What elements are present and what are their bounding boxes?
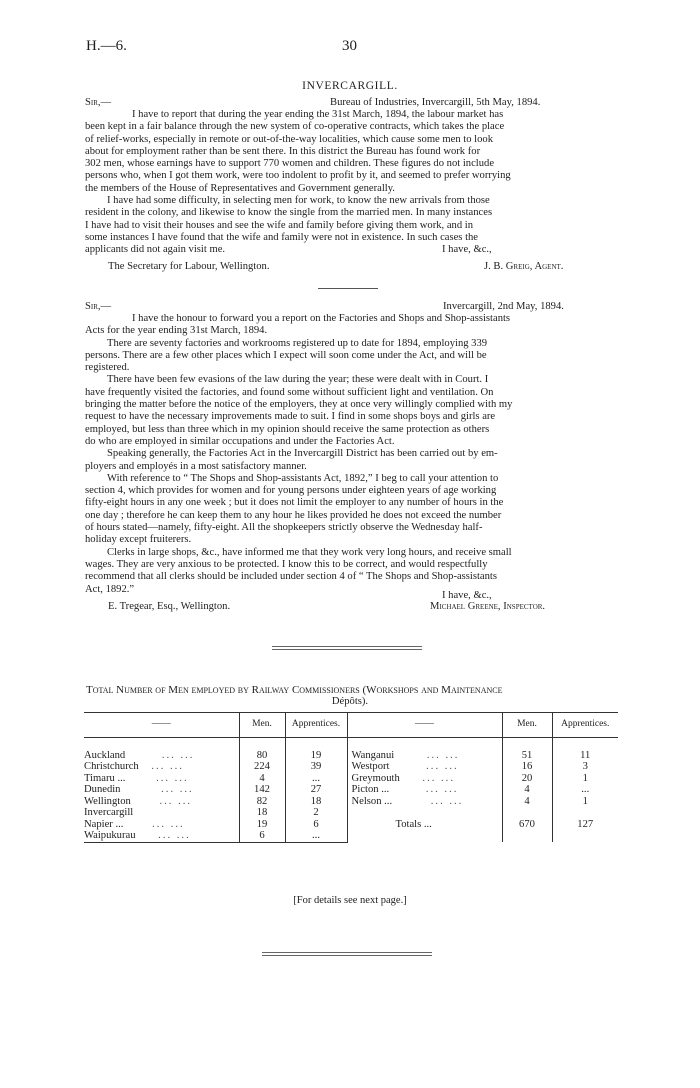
leader-dots: ... ... <box>161 784 194 796</box>
leader-dots: ... ... <box>426 761 459 773</box>
body-line: of hours stated—namely, fifty-eight. All the shopkeepers strictly observe the Wednesday half- <box>85 522 483 534</box>
body-line: some instances I have found that the wife and family were not in existence. In such cases the <box>85 231 479 243</box>
body-line: I have the honour to forward you a report on the Factories and Shops and Shop-assistants <box>132 313 511 324</box>
body-line: persons who, when I got them work, were too indolent to profit by it, and seemed to prefer worrying <box>85 170 511 182</box>
body-line: applicants did not again visit me. <box>85 244 226 256</box>
body-line: recommend that all clerks should be included under section 4 of “ The Shops and Shop-assistants <box>85 571 497 583</box>
body-line: request to have the necessary improvements made to suit. I find in some shops boys and girls are <box>85 411 496 423</box>
place-name: Christchurch <box>84 761 139 773</box>
place-name: Wellington <box>84 795 131 807</box>
men-value: 4 <box>502 784 552 796</box>
apprentices-value: ... <box>552 784 618 796</box>
body-line: I have had to visit their houses and see the wife and family before giving them work, and in <box>85 219 474 231</box>
apprentices-value: 11 <box>552 750 618 762</box>
apprentices-value: 27 <box>285 784 347 796</box>
place-name: Auckland <box>84 749 126 761</box>
apprentices-header: Apprentices. <box>552 713 618 738</box>
men-value: 51 <box>502 750 552 762</box>
men-value: 80 <box>239 750 285 762</box>
leader-dots: ... ... <box>422 772 455 784</box>
place-name: Westport <box>351 761 390 773</box>
men-value: 142 <box>239 784 285 796</box>
table-row <box>84 796 618 808</box>
place-name: Invercargill <box>84 807 134 819</box>
totals-men: 670 <box>502 819 552 831</box>
men-value: 4 <box>502 796 552 808</box>
body-line: fifty-eight hours in any one week ; but it does not limit the employer to any number of hours in the <box>85 497 504 509</box>
body-line: I have had some difficulty, in selecting men for work, to know the new arrivals from those <box>107 195 490 207</box>
apprentices-value: 2 <box>285 807 347 819</box>
place-name: Picton ... <box>351 784 390 796</box>
body-line: Acts for the year ending 31st March, 1894. <box>85 325 268 337</box>
table-header-row <box>84 713 618 738</box>
men-value: 4 <box>239 773 285 785</box>
leader-dots: ... ... <box>159 795 193 807</box>
leader-dots: ... ... <box>161 749 195 761</box>
body-line: do who are employed in similar occupations and under the Factories Act. <box>85 435 395 447</box>
men-value: 19 <box>239 819 285 831</box>
apprentices-value: 18 <box>285 796 347 808</box>
railway-employees-table <box>84 712 618 843</box>
letter1-closing: I have, &c., <box>442 244 492 255</box>
apprentices-value: ... <box>285 773 347 785</box>
body-line: Speaking generally, the Factories Act in the Invercargill District has been carried out by em- <box>107 448 498 460</box>
table-title-cont: Dépôts). <box>331 696 369 707</box>
totals-apprentices: 127 <box>552 819 618 831</box>
body-line: about for employment rather than be sent there. In this district the Bureau has found work for <box>85 145 481 157</box>
letter1-dateline: Bureau of Industries, Invercargill, 5th May, 1894. <box>330 97 541 108</box>
place-heading: INVERCARGILL. <box>302 80 398 92</box>
body-line: been kept in a fair balance through the new system of co-operative contracts, which takes the place <box>85 121 505 133</box>
leader-dots: ... ... <box>425 784 459 796</box>
totals-label: Totals ... <box>395 818 432 830</box>
blank-header: —— <box>347 713 502 738</box>
letter1-body <box>85 109 620 257</box>
report-code: H.—6. <box>86 38 127 54</box>
place-name: Napier ... <box>84 818 124 830</box>
letter2-closing: I have, &c., <box>442 590 492 601</box>
place-name: Greymouth <box>351 772 400 784</box>
men-header: Men. <box>239 713 285 738</box>
apprentices-value: 19 <box>285 750 347 762</box>
table-row <box>84 750 618 762</box>
blank-header: —— <box>84 713 239 738</box>
apprentices-value: 39 <box>285 761 347 773</box>
body-line: There have been few evasions of the law during the year; these were dealt with in Court. I <box>107 374 489 386</box>
leader-dots: ... ... <box>430 795 464 807</box>
double-rule-divider <box>272 646 422 650</box>
men-value: 82 <box>239 796 285 808</box>
body-line: registered. <box>85 362 130 374</box>
letter2-addressee: E. Tregear, Esq., Wellington. <box>108 601 231 612</box>
body-line: resident in the colony, and likewise to know the single from the married men. In many instances <box>85 207 493 219</box>
table-row <box>84 761 618 773</box>
body-line: of relief-works, especially in remote or out-of-the-way localities, which cause some men to look <box>85 133 494 145</box>
apprentices-header: Apprentices. <box>285 713 347 738</box>
letter2-dateline: Invercargill, 2nd May, 1894. <box>443 301 564 312</box>
double-rule-divider <box>262 952 432 956</box>
letter1-signature: J. B. Greig, Agent. <box>484 261 564 272</box>
leader-dots: ... ... <box>158 830 191 842</box>
body-line: 302 men, whose earnings have to support 770 women and children. These figures do not include <box>85 158 495 170</box>
table-row <box>84 784 618 796</box>
body-line: employed, but less than three which in my opinion should receive the same protection as others <box>85 423 490 435</box>
apprentices-value: 3 <box>552 761 618 773</box>
body-line: one day ; therefore he can keep them to any hour he likes provided he does not exceed the number <box>85 509 502 521</box>
body-line: Clerks in large shops, &c., have informed me that they work very long hours, and receive small <box>107 546 512 558</box>
men-value: 224 <box>239 761 285 773</box>
section-divider <box>318 288 378 289</box>
table-row <box>84 830 618 842</box>
body-line: With reference to “ The Shops and Shop-assistants Act, 1892,” I beg to call your attention to <box>107 472 499 484</box>
letter2-salutation: Sir,— <box>85 301 112 312</box>
letter1-addressee: The Secretary for Labour, Wellington. <box>108 261 270 272</box>
body-line: the members of the House of Representatives and Government generally. <box>85 182 395 194</box>
body-line: I have to report that during the year ending the 31st March, 1894, the labour market has <box>132 109 504 120</box>
leader-dots: ... ... <box>152 818 185 830</box>
place-name: Waipukurau <box>84 830 136 842</box>
letter2-signature: Michael Greene, Inspector. <box>430 601 546 612</box>
men-value: 20 <box>502 773 552 785</box>
place-name: Nelson ... <box>351 795 393 807</box>
apprentices-value: 1 <box>552 796 618 808</box>
body-line: persons. There are a few other places which I expect will soon come under the Act, and will be <box>85 349 487 361</box>
leader-dots: ... ... <box>156 772 189 784</box>
body-line: holiday except fruiterers. <box>85 534 192 546</box>
body-line: have frequently visited the factories, and found some without sufficient light and ventilation. On <box>85 386 494 398</box>
apprentices-value: 6 <box>285 819 347 831</box>
place-name: Timaru ... <box>84 772 126 784</box>
body-line: There are seventy factories and workrooms registered up to date for 1894, employing 339 <box>107 337 488 349</box>
apprentices-value: 1 <box>552 773 618 785</box>
letter2-body <box>85 313 620 596</box>
men-value: 6 <box>239 830 285 842</box>
place-name: Wanganui <box>351 749 395 761</box>
apprentices-value: ... <box>285 830 347 842</box>
place-name: Dunedin <box>84 784 121 796</box>
table-title: Total Number of Men employed by Railway Commissioners (Workshops and Maintenance <box>86 684 503 696</box>
body-line: bringing the matter before the notice of the employers, they at once very willingly complied with my <box>85 399 513 411</box>
body-line: ployers and employés in a most satisfactory manner. <box>85 460 307 472</box>
body-line: section 4, which provides for women and for young persons under eighteen years of age working <box>85 485 497 497</box>
table-row <box>84 807 618 819</box>
leader-dots: ... ... <box>151 761 184 773</box>
leader-dots: ... ... <box>426 749 460 761</box>
table-row <box>84 819 618 831</box>
men-value: 16 <box>502 761 552 773</box>
details-note: [For details see next page.] <box>293 895 407 906</box>
men-value: 18 <box>239 807 285 819</box>
letter1-salutation: Sir,— <box>85 97 112 108</box>
page-number: 30 <box>342 38 357 54</box>
table-row <box>84 773 618 785</box>
body-line: wages. They are very anxious to be protected. I know this to be correct, and would respectfully <box>85 558 488 570</box>
men-header: Men. <box>502 713 552 738</box>
body-line: Act, 1892.” <box>85 583 135 595</box>
